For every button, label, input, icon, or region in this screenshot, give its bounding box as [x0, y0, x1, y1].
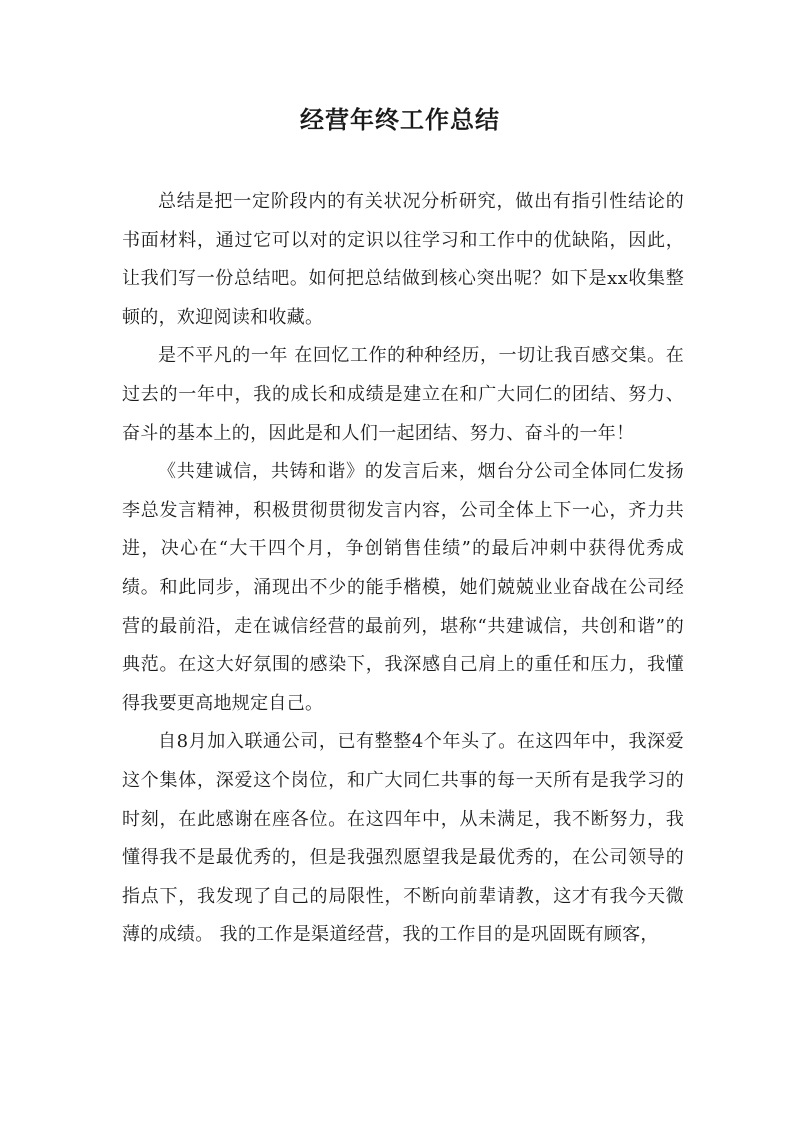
- document-title: 经营年终工作总结: [300, 105, 500, 134]
- paragraph-intro: 总结是把一定阶段内的有关状况分析研究，做出有指引性结论的书面材料，通过它可以对的定识以往学习和工作中的优缺陷，因此，让我们写一份总结吧。如何把总结做到核心突出呢？如下是xx收集整顿的，欢迎阅读和收藏。: [122, 191, 684, 328]
- paragraph-integrity-speech: 《共建诚信，共铸和谐》的发言后来，烟台分公司全体同仁发扬李总发言精神，积极贯彻贯彻发言内容，公司全体上下一心，齐力共进，决心在“大干四个月，争创销售佳绩”的最后冲刺中获得优秀成绩。和此同步，涌现出不少的能手楷模，她们兢兢业业奋战在公司经营的最前沿，走在诚信经营的最前列，堪称“共建诚信，共创和谐”的典范。在这大好氛围的感染下，我深感自己肩上的重任和压力，我懂得我要更高地规定自己。: [122, 461, 684, 714]
- paragraph-four-years: 自8月加入联通公司，已有整整4个年头了。在这四年中，我深爱这个集体，深爱这个岗位，和广大同仁共事的每一天所有是我学习的时刻，在此感谢在座各位。在这四年中，从未满足，我不断努力，我懂得我不是最优秀的，但是我强烈愿望我是最优秀的，在公司领导的指点下，我发现了自己的局限性，不断向前辈请教，这才有我今天微薄的成绩。 我的工作是渠道经营，我的工作目的是巩固既有顾客，: [122, 731, 684, 946]
- paragraph-year-review: 是不平凡的一年 在回忆工作的种种经历，一切让我百感交集。在过去的一年中，我的成长和成绩是建立在和广大同仁的团结、努力、奋斗的基本上的，因此是和人们一起团结、努力、奋斗的一年！: [122, 345, 684, 444]
- document-body: [122, 183, 684, 955]
